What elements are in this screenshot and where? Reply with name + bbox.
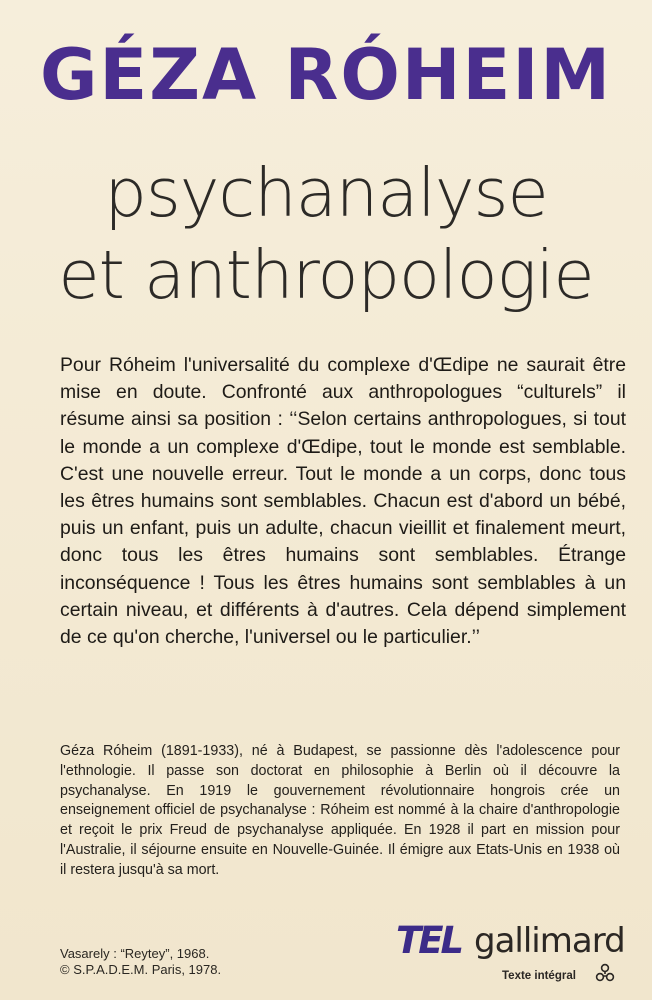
star-emblem-icon xyxy=(594,962,616,984)
blurb-paragraph: Pour Róheim l'universalité du complexe d'Œdipe ne saurait être mise en doute. Confronté aux anthropologues “culturels” il résume ainsi sa position : ‘‘Selon certains anthropologues, si tout le monde a un complexe d'Œdipe, tout le monde est semblable. C'est une nouvelle erreur. Tout le monde a un corps, donc tous les êtres humains sont semblables. Chacun est d'abord un bébé, puis un enfant, puis un adulte, chacun vieillit et finalement meurt, donc tous les êtres humains sont semblables. Étrange inconséquence ! Tous les êtres humains sont semblables à un certain niveau, et différents à d'autres. Cela dépend simplement de ce qu'on cherche, l'universel ou le particulier.’’ xyxy=(60,354,626,649)
publisher-name: gallimard xyxy=(474,921,625,961)
title-line-1: psychanalyse xyxy=(104,154,548,232)
edition-subtitle: Texte intégral xyxy=(502,970,576,982)
author-biography: Géza Róheim (1891-1933), né à Budapest, se passionne dès l'adolescence pour l'ethnologie. Il passe son doctorat en philosophie à Berlin où il découvre la psychanalyse. En 1919 le gouvernement révolutionnaire hongrois crée un enseignement officiel de psychanalyse : Róheim est nommé à la chaire d'anthropologie et reçoit le prix Freud de psychanalyse appliquée. En 1928 il part en mission pour l'Australie, il séjourne ensuite en Nouvelle-Guinée. Il émigre aux Etats-Unis en 1938 où il restera jusqu'à sa mort. xyxy=(60,743,620,878)
credit-line-artwork: Vasarely : “Reytey”, 1968. xyxy=(60,946,210,961)
title-line-2: et anthropologie xyxy=(58,236,594,314)
credit-line-copyright: © S.P.A.D.E.M. Paris, 1978. xyxy=(60,962,222,977)
cover-art-credit xyxy=(60,946,221,978)
tel-logo: TEL xyxy=(396,919,462,962)
author-name: GÉZA RÓHEIM xyxy=(39,34,613,116)
